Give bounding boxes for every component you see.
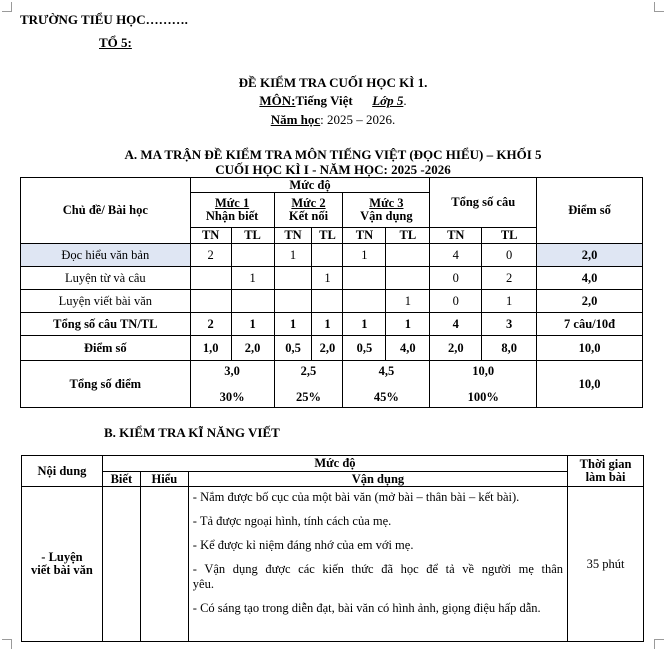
row-score: 2,0	[537, 244, 643, 267]
table-cell	[190, 267, 231, 290]
header-know: Biết	[102, 472, 140, 487]
section-a-subtitle: CUỐI HỌC KÌ I - NĂM HỌC: 2025 -2026	[215, 162, 451, 177]
page-corner-mark	[2, 639, 12, 649]
school-name: TRƯỜNG TIỂU HỌC……….	[20, 12, 188, 27]
table-cell	[231, 290, 274, 313]
table-cell: 0	[430, 267, 482, 290]
header-tl: TL	[386, 228, 430, 244]
table-cell: 1	[312, 313, 343, 336]
table-cell: 1	[274, 313, 312, 336]
subject-label: MÔN:	[259, 93, 296, 108]
table-cell: 4,0	[386, 336, 430, 361]
level-2-total	[274, 361, 343, 408]
year: : 2025 – 2026.	[320, 112, 396, 127]
header-level-2	[274, 193, 343, 228]
table-cell: 1	[343, 313, 386, 336]
table-cell: 0,5	[274, 336, 312, 361]
exam-title: ĐỀ KIỂM TRA CUỐI HỌC KÌ 1.	[238, 75, 428, 90]
section-a-title: A. MA TRẬN ĐỀ KIỂM TRA MÔN TIẾNG VIỆT (ĐỌC HIỂU) – KHỐI 5	[124, 147, 542, 162]
table-cell	[231, 244, 274, 267]
list-item: - Kể được kỉ niệm đáng nhớ của em với mẹ.	[192, 538, 414, 552]
table-cell: 2	[482, 267, 537, 290]
content-line-1: - Luyện	[41, 550, 83, 564]
section-b-title: B. KIỂM TRA KĨ NĂNG VIẾT	[104, 425, 280, 440]
score-row	[21, 336, 643, 361]
table-cell	[386, 244, 430, 267]
header-level: Mức độ	[102, 456, 567, 472]
level-score: 4,5	[378, 363, 395, 378]
level-score: 3,0	[224, 363, 240, 378]
header-tl: TL	[231, 228, 274, 244]
total-score-row	[21, 361, 643, 408]
table-cell: 0	[482, 244, 537, 267]
table-cell: 2,0	[430, 336, 482, 361]
level-1-name: Nhận biết	[205, 209, 259, 223]
row-topic: Tổng số câu TN/TL	[21, 313, 191, 336]
header-topic: Chủ đề/ Bài học	[21, 178, 191, 244]
header-tn: TN	[190, 228, 231, 244]
level-score: 2,5	[300, 363, 317, 378]
group-name: TỔ 5:	[99, 35, 132, 50]
header-tn: TN	[274, 228, 312, 244]
list-item: yêu.	[192, 577, 214, 591]
table-cell: 1,0	[190, 336, 231, 361]
time-label-1: Thời gian	[579, 457, 632, 471]
table-cell	[190, 290, 231, 313]
total-questions-row	[21, 313, 643, 336]
know-cell	[102, 487, 140, 642]
grade-dot: .	[403, 93, 407, 108]
subject-line	[0, 93, 666, 109]
header-tl: TL	[312, 228, 343, 244]
header-tn: TN	[430, 228, 482, 244]
year-line	[0, 112, 666, 128]
table-cell	[274, 267, 312, 290]
header-apply: Vận dụng	[188, 472, 567, 487]
row-topic: Luyện viết bài văn	[21, 290, 191, 313]
level-percent: 100%	[467, 389, 499, 404]
table-row	[21, 244, 643, 267]
table-row	[21, 290, 643, 313]
table-row	[21, 267, 643, 290]
table-cell	[312, 290, 343, 313]
table-cell: 2,0	[312, 336, 343, 361]
table-cell: 1	[386, 290, 430, 313]
level-2-label: Mức 2	[291, 196, 326, 210]
header-level-1	[190, 193, 274, 228]
understand-cell	[140, 487, 188, 642]
table-row	[22, 487, 644, 642]
row-topic: Đọc hiểu văn bản	[21, 244, 191, 267]
table-cell: 3	[482, 313, 537, 336]
table-cell: 2,0	[231, 336, 274, 361]
table-cell: 0,5	[343, 336, 386, 361]
table-cell: 8,0	[482, 336, 537, 361]
header-total-questions: Tổng số câu	[430, 178, 537, 228]
row-score: 2,0	[537, 290, 643, 313]
table-cell: 4	[430, 313, 482, 336]
grade: Lớp 5	[372, 93, 404, 108]
table-cell: 1	[312, 267, 343, 290]
list-item: - Có sáng tạo trong diễn đạt, bài văn có hình ảnh, giọng điệu hấp dẫn.	[192, 601, 541, 615]
content-line-2: viết bài văn	[31, 563, 93, 577]
table-cell: 1	[386, 313, 430, 336]
header-level-3	[343, 193, 430, 228]
table-cell: 2	[190, 244, 231, 267]
list-item: - Nắm được bố cục của một bài văn (mở bài – thân bài – kết bài).	[192, 490, 520, 504]
header-level: Mức độ	[190, 178, 430, 193]
level-1-total	[190, 361, 274, 408]
apply-list	[188, 487, 567, 642]
time-label-2: làm bài	[585, 470, 626, 484]
level-2-name: Kết nối	[288, 209, 329, 223]
table-cell: 0	[430, 290, 482, 313]
page-corner-mark	[2, 2, 12, 12]
writing-content	[22, 487, 103, 642]
reading-matrix-table	[20, 177, 643, 408]
table-cell	[274, 290, 312, 313]
level-percent: 25%	[295, 389, 321, 404]
writing-matrix-table	[21, 455, 644, 642]
header-content: Nội dung	[22, 456, 103, 487]
row-topic: Điểm số	[21, 336, 191, 361]
table-cell: 1	[231, 267, 274, 290]
level-3-total	[343, 361, 430, 408]
table-cell	[312, 244, 343, 267]
level-percent: 30%	[219, 389, 245, 404]
table-cell: 1	[231, 313, 274, 336]
table-cell: 1	[343, 244, 386, 267]
table-cell: 1	[274, 244, 312, 267]
level-3-label: Mức 3	[369, 196, 404, 210]
level-3-name: Vận dụng	[360, 209, 413, 223]
time-value: 35 phút	[568, 487, 644, 642]
page-corner-mark	[654, 2, 664, 12]
subject: Tiếng Việt	[295, 93, 353, 108]
header-score: Điểm số	[537, 178, 643, 244]
row-score: 10,0	[537, 336, 643, 361]
row-topic: Luyện từ và câu	[21, 267, 191, 290]
page-corner-mark	[654, 639, 664, 649]
header-tl: TL	[482, 228, 537, 244]
table-cell	[343, 267, 386, 290]
table-cell: 2	[190, 313, 231, 336]
row-score: 4,0	[537, 267, 643, 290]
year-label: Năm học	[270, 112, 321, 127]
grand-total	[430, 361, 537, 408]
level-1-label: Mức 1	[214, 196, 250, 210]
header-time	[568, 456, 644, 487]
table-cell: 1	[482, 290, 537, 313]
row-topic: Tổng số điểm	[21, 361, 191, 408]
list-item: - Vận dụng được các kiến thức đã học để tả về người mẹ thân	[192, 562, 564, 576]
header-understand: Hiểu	[140, 472, 188, 487]
table-cell	[386, 267, 430, 290]
list-item: - Tả được ngoại hình, tính cách của mẹ.	[192, 514, 392, 528]
table-cell: 4	[430, 244, 482, 267]
header-tn: TN	[343, 228, 386, 244]
table-cell	[343, 290, 386, 313]
row-score: 10,0	[537, 361, 643, 408]
level-percent: 45%	[373, 389, 399, 404]
level-score: 10,0	[472, 363, 495, 378]
row-score: 7 câu/10đ	[537, 313, 643, 336]
